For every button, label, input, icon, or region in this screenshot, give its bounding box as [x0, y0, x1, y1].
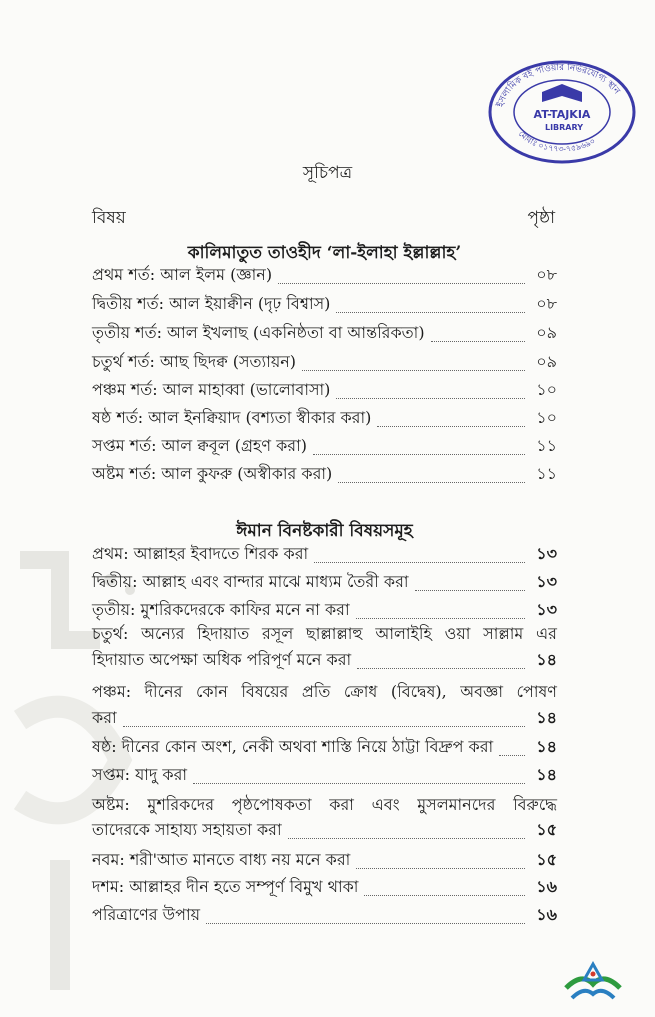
toc-entry[interactable]	[92, 763, 557, 789]
toc-entry-label: হিদায়াত অপেক্ষা অধিক পরিপূর্ণ মনে করা	[92, 650, 352, 669]
stamp-phone: মোবাঃ ০১৭৭৩-৭৫৯৬৯০	[516, 129, 597, 154]
dot-leader	[336, 312, 525, 313]
toc-entry-label: সপ্তম শর্ত: আল ক্ববূল (গ্রহণ করা)	[92, 436, 307, 455]
stamp-arc-text: ইসলামিক বই পাওয়ার নির্ভরযোগ্য স্থান	[495, 62, 622, 109]
toc-entry-page: ১৩	[536, 572, 557, 591]
dot-leader	[314, 562, 525, 563]
section-title-kalimatut-tawhid: কালিমাতুত তাওহীদ ‘লা-ইলাহা ইল্লাল্লাহ’	[187, 243, 462, 263]
toc-entry-page: ১৬	[536, 905, 557, 924]
toc-entry[interactable]	[92, 292, 557, 318]
toc-entry[interactable]	[92, 706, 557, 732]
toc-entry[interactable]	[92, 648, 557, 674]
dot-leader	[302, 370, 525, 371]
toc-entry[interactable]	[92, 434, 557, 460]
dot-leader	[364, 895, 525, 896]
page-title: সূচিপত্র	[302, 163, 353, 183]
toc-entry-label: তৃতীয় শর্ত: আল ইখলাছ (একনিষ্ঠতা বা আন্তরিকতা)	[92, 323, 425, 342]
toc-entry-label: চতুর্থ শর্ত: আছ ছিদক্ব (সত্যায়ন)	[92, 352, 297, 371]
toc-entry-page: ০৮	[536, 294, 557, 313]
toc-entry-page: ১৬	[536, 877, 557, 896]
toc-entry-label: ষষ্ঠ শর্ত: আল ইনক্বিয়াদ (বশ্যতা স্বীকার করা)	[92, 408, 372, 427]
toc-entry-line1[interactable]: অষ্টম: মুশরিকদের পৃষ্ঠপোষকতা করা এবং মুসলমানদের বিরুদ্ধে	[92, 795, 557, 814]
dot-leader	[357, 668, 525, 669]
toc-entry[interactable]	[92, 818, 557, 844]
toc-entry[interactable]	[92, 263, 557, 289]
toc-entry[interactable]	[92, 321, 557, 347]
toc-entry[interactable]	[92, 875, 557, 901]
toc-entry-page: ১৩	[536, 600, 557, 619]
dot-leader	[377, 426, 525, 427]
toc-entry-page: ১১	[536, 464, 557, 483]
toc-entry[interactable]	[92, 570, 557, 596]
toc-entry-label: তৃতীয়: মুশরিকদেরকে কাফির মনে না করা	[92, 600, 350, 619]
dot-leader	[356, 618, 525, 619]
toc-entry-label: প্রথম: আল্লাহর ইবাদতে শিরক করা	[92, 544, 309, 563]
stamp-name: AT-TAJKIA	[533, 108, 591, 121]
toc-entry-line1[interactable]: পঞ্চম: দীনের কোন বিষয়ের প্রতি ক্রোধ (বিদ্বেষ), অবজ্ঞা পোষণ	[92, 682, 557, 701]
toc-entry-page: ১৩	[536, 544, 557, 563]
toc-entry-page: ১০	[536, 380, 557, 399]
toc-entry-page: ১৫	[536, 820, 557, 839]
toc-entry-label: ষষ্ঠ: দীনের কোন অংশ, নেকী অথবা শাস্তি নিয়ে ঠাট্টা বিদ্রুপ করা	[92, 737, 494, 756]
dot-leader	[499, 755, 525, 756]
toc-entry[interactable]	[92, 350, 557, 376]
toc-entry-page: ১৪	[536, 765, 557, 784]
toc-entry-label: প্রথম শর্ত: আল ইলম (জ্ঞান)	[92, 265, 273, 284]
toc-entry-page: ০৮	[536, 265, 557, 284]
toc-entry-page: ১০	[536, 408, 557, 427]
toc-entry[interactable]	[92, 378, 557, 404]
dot-leader	[356, 868, 525, 869]
toc-entry-page: ১৫	[536, 850, 557, 869]
toc-entry-label: দ্বিতীয় শর্ত: আল ইয়াক্বীন (দৃঢ় বিশ্বাস)	[92, 294, 331, 313]
toc-entry-page: ১৪	[536, 650, 557, 669]
dot-leader	[431, 341, 525, 342]
toc-entry-label: পঞ্চম শর্ত: আল মাহাব্বা (ভালোবাসা)	[92, 380, 331, 399]
dot-leader	[206, 923, 525, 924]
toc-entry-page: ১১	[536, 436, 557, 455]
toc-entry[interactable]	[92, 462, 557, 488]
toc-entry[interactable]	[92, 542, 557, 568]
toc-entry[interactable]	[92, 406, 557, 432]
dot-leader	[288, 838, 525, 839]
toc-entry-page: ১৪	[536, 708, 557, 727]
toc-entry[interactable]	[92, 903, 557, 929]
toc-entry-label: অষ্টম শর্ত: আল কুফরু (অস্বীকার করা)	[92, 464, 333, 483]
page-column-header: পৃষ্ঠা	[527, 208, 555, 228]
subject-column-header: বিষয়	[92, 208, 126, 228]
publisher-logo-icon	[562, 958, 624, 1008]
toc-entry-label: সপ্তম: যাদু করা	[92, 765, 188, 784]
toc-entry-label: নবম: শরী'আত মানতে বাধ্য নয় মনে করা	[92, 850, 351, 869]
dot-leader	[278, 283, 525, 284]
toc-entry-label: দশম: আল্লাহর দীন হতে সম্পূর্ণ বিমুখ থাকা	[92, 877, 359, 896]
toc-entry[interactable]	[92, 598, 557, 624]
toc-entry-page: ১৪	[536, 737, 557, 756]
stamp-sub: LIBRARY	[544, 123, 584, 132]
section-title-iman-binashtokari: ঈমান বিনষ্টকারী বিষয়সমূহ	[236, 521, 413, 541]
toc-entry-line1[interactable]: চতুর্থ: অন্যের হিদায়াত রসূল ছাল্লাল্লাহু আলাইহি ওয়া সাল্লাম এর	[92, 624, 557, 643]
toc-entry-page: ০৯	[536, 323, 557, 342]
toc-entry[interactable]	[92, 735, 557, 761]
toc-entry-label: করা	[92, 708, 117, 727]
toc-entry-label: তাদেরকে সাহায্য সহায়তা করা	[92, 820, 282, 839]
toc-entry[interactable]	[92, 848, 557, 874]
toc-entry-label: দ্বিতীয়: আল্লাহ এবং বান্দার মাঝে মাধ্যম তৈরী করা	[92, 572, 409, 591]
stamp-book-icon	[542, 84, 582, 102]
dot-leader	[313, 454, 525, 455]
dot-leader	[123, 726, 525, 727]
dot-leader	[336, 398, 525, 399]
dot-leader	[338, 482, 525, 483]
toc-entry-page: ০৯	[536, 352, 557, 371]
dot-leader	[415, 590, 525, 591]
toc-entry-label: পরিত্রাণের উপায়	[92, 905, 201, 924]
library-stamp	[482, 54, 640, 166]
dot-leader	[193, 783, 525, 784]
